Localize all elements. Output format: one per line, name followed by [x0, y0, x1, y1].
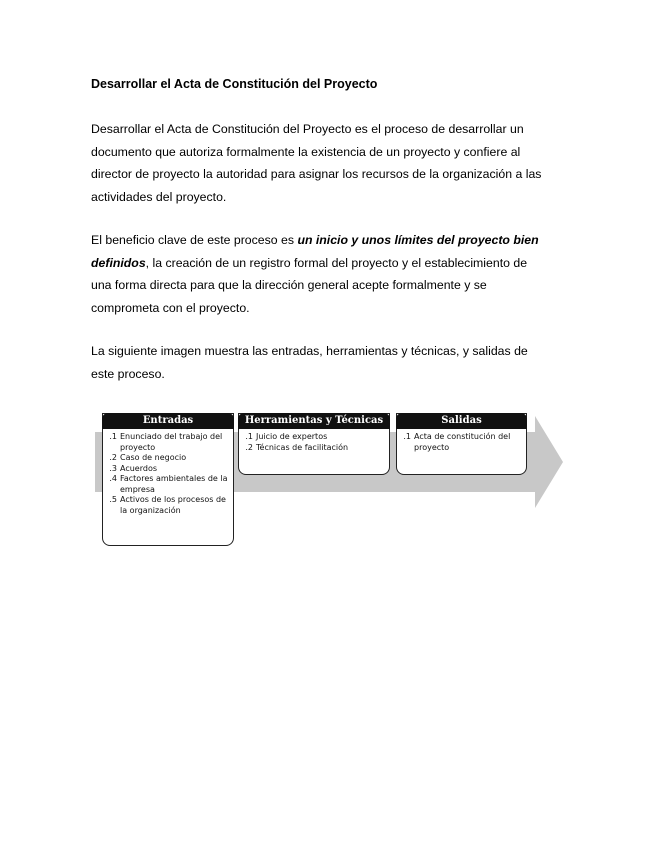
text-line: este proceso. — [91, 366, 165, 381]
emphasis-text: definidos — [91, 255, 146, 270]
text-run: El beneficio clave de este proceso es — [91, 233, 298, 247]
inputs-list — [103, 432, 233, 516]
list-item — [103, 474, 233, 495]
text-line: actividades del proyecto. — [91, 190, 227, 205]
list-item — [239, 443, 389, 454]
text-run: , la creación de un registro formal del proyecto y el establecimiento de — [145, 255, 528, 270]
paragraph-image-intro — [91, 340, 569, 385]
item-number: .2 — [245, 442, 253, 452]
text-line: una forma directa para que la dirección general acepte formalmente y se — [91, 278, 487, 293]
paragraph-description — [91, 118, 569, 209]
list-item — [397, 432, 526, 453]
list-item — [103, 464, 233, 475]
outputs-list — [397, 432, 526, 453]
text-line: comprometa con el proyecto. — [91, 301, 250, 316]
list-item — [103, 495, 233, 516]
list-item — [103, 453, 233, 464]
item-text: Factores ambientales de la empresa — [120, 474, 228, 494]
inputs-header: Entradas — [102, 413, 234, 429]
inputs-box — [102, 413, 234, 546]
outputs-box — [396, 413, 527, 475]
item-number: .1 — [245, 432, 253, 441]
item-text: Enunciado del trabajo del proyecto — [120, 432, 223, 452]
item-text: Técnicas de facilitación — [256, 442, 349, 452]
item-text: Activos de los procesos de la organización — [120, 495, 226, 515]
page-title: Desarrollar el Acta de Constitución del Proyecto — [91, 77, 378, 91]
text-line: director de proyecto la autoridad para asignar los recursos de la organización a las — [91, 167, 542, 182]
list-item — [239, 432, 389, 443]
item-text: Acta de constitución del proyecto — [414, 432, 511, 452]
item-number: .4 — [109, 474, 117, 483]
item-number: .1 — [109, 432, 117, 441]
item-number: .2 — [109, 453, 117, 462]
tools-box — [238, 413, 390, 475]
item-number: .3 — [109, 463, 117, 473]
text-line: La siguiente imagen muestra las entradas, herramientas y técnicas, y salidas de — [91, 344, 528, 358]
item-number: .5 — [109, 495, 117, 504]
tools-list — [239, 432, 389, 453]
text-line: documento que autoriza formalmente la existencia de un proyecto y confiere al — [91, 144, 521, 159]
item-number: .1 — [403, 432, 411, 441]
outputs-header: Salidas — [396, 413, 527, 429]
item-text: Acuerdos — [120, 463, 158, 473]
paragraph-benefit — [91, 229, 569, 320]
item-text: Juicio de expertos — [256, 432, 328, 441]
list-item — [103, 432, 233, 453]
process-diagram — [95, 410, 565, 550]
item-text: Caso de negocio — [120, 453, 187, 462]
tools-header: Herramientas y Técnicas — [238, 413, 390, 429]
text-line: Desarrollar el Acta de Constitución del Proyecto es el proceso de desarrollar un — [91, 122, 524, 136]
emphasis-text: un inicio y unos límites del proyecto bien — [297, 233, 539, 247]
